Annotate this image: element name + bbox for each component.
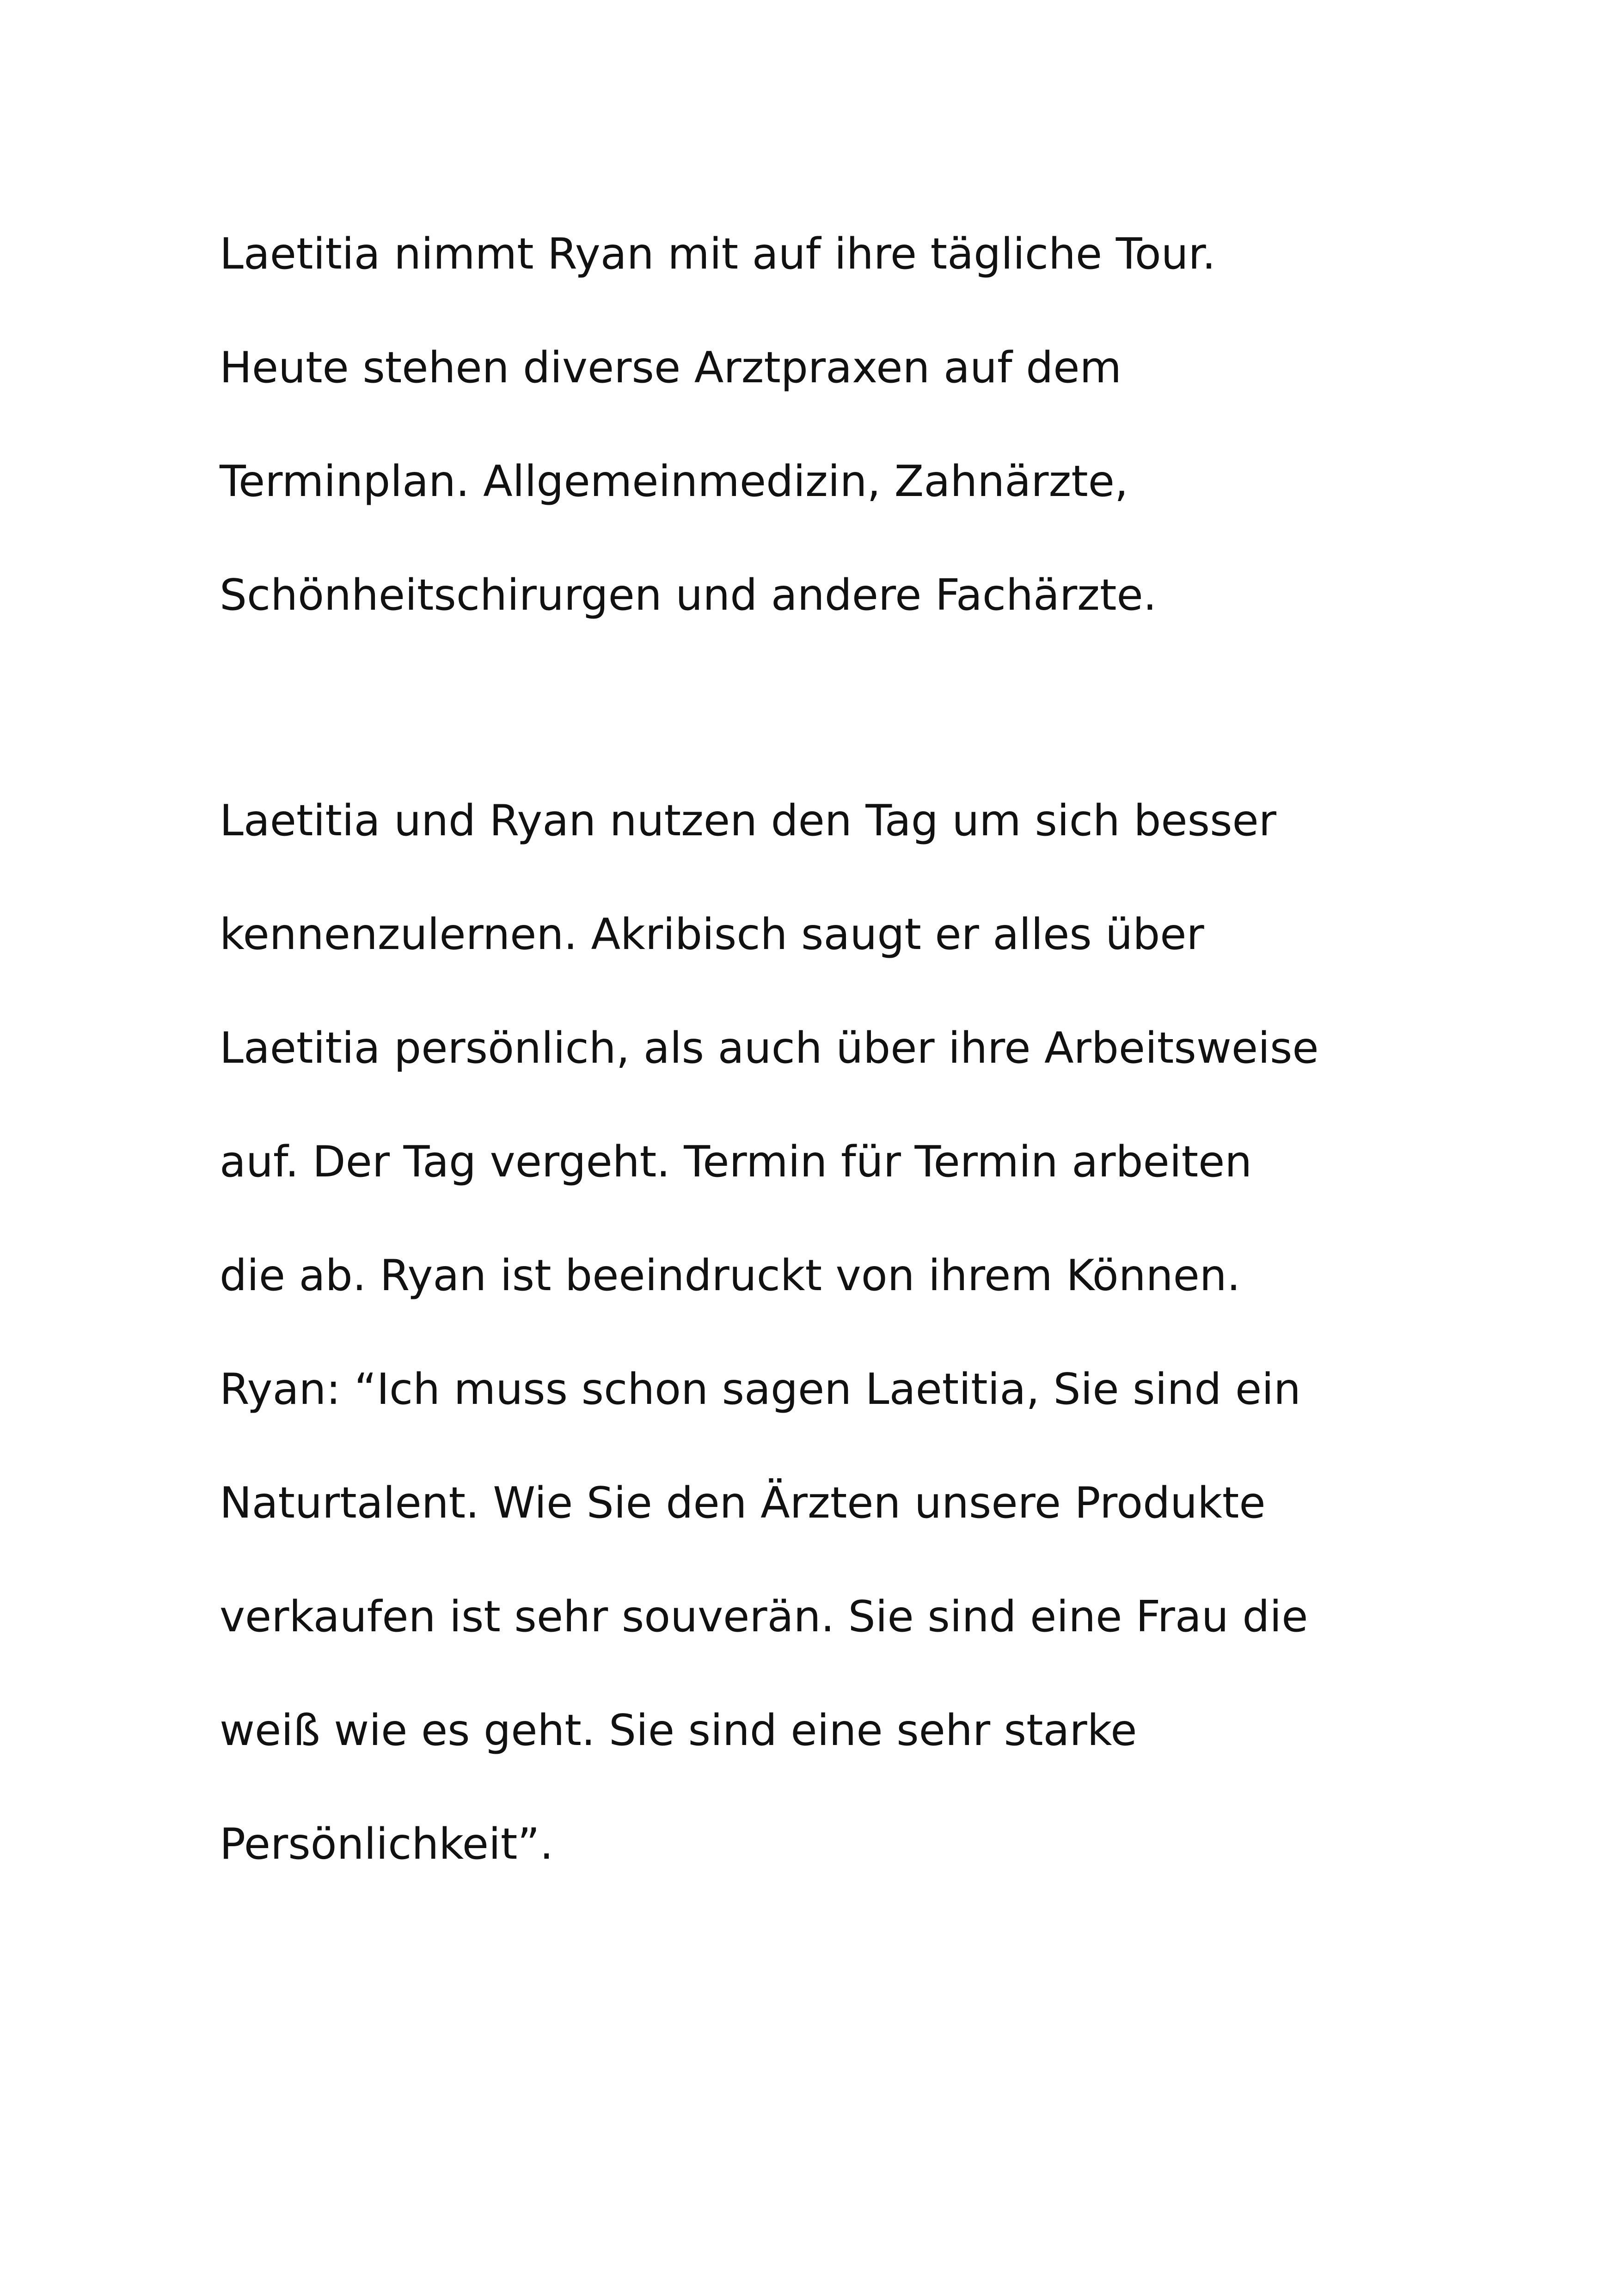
text-line: Ryan: “Ich muss schon sagen Laetitia, Sie sind ein [220, 1364, 1301, 1414]
text-line: Naturtalent. Wie Sie den Ärzten unsere Produkte [220, 1478, 1266, 1528]
text-line: kennenzulernen. Akribisch saugt er alles über [220, 909, 1204, 959]
text-line: Laetitia persönlich, als auch über ihre Arbeitsweise [220, 1023, 1319, 1073]
paragraph-1 [220, 197, 1468, 652]
text-line: Terminplan. Allgemeinmedizin, Zahnärzte, [220, 456, 1128, 506]
text-line: auf. Der Tag vergeht. Termin für Termin arbeiten [220, 1137, 1252, 1187]
text-line: Laetitia nimmt Ryan mit auf ihre tägliche Tour. [220, 229, 1216, 279]
paragraph-2 [220, 764, 1468, 1901]
text-line: Persönlichkeit”. [220, 1819, 554, 1869]
text-line: verkaufen ist sehr souverän. Sie sind eine Frau die [220, 1592, 1308, 1641]
text-line: die ab. Ryan ist beeindruckt von ihrem Können. [220, 1250, 1241, 1300]
text-line: Heute stehen diverse Arztpraxen auf dem [220, 343, 1122, 392]
text-line: Laetitia und Ryan nutzen den Tag um sich besser [220, 796, 1276, 845]
text-line: Schönheitschirurgen und andere Fachärzte. [220, 570, 1157, 620]
text-line: weiß wie es geht. Sie sind eine sehr starke [220, 1705, 1137, 1755]
